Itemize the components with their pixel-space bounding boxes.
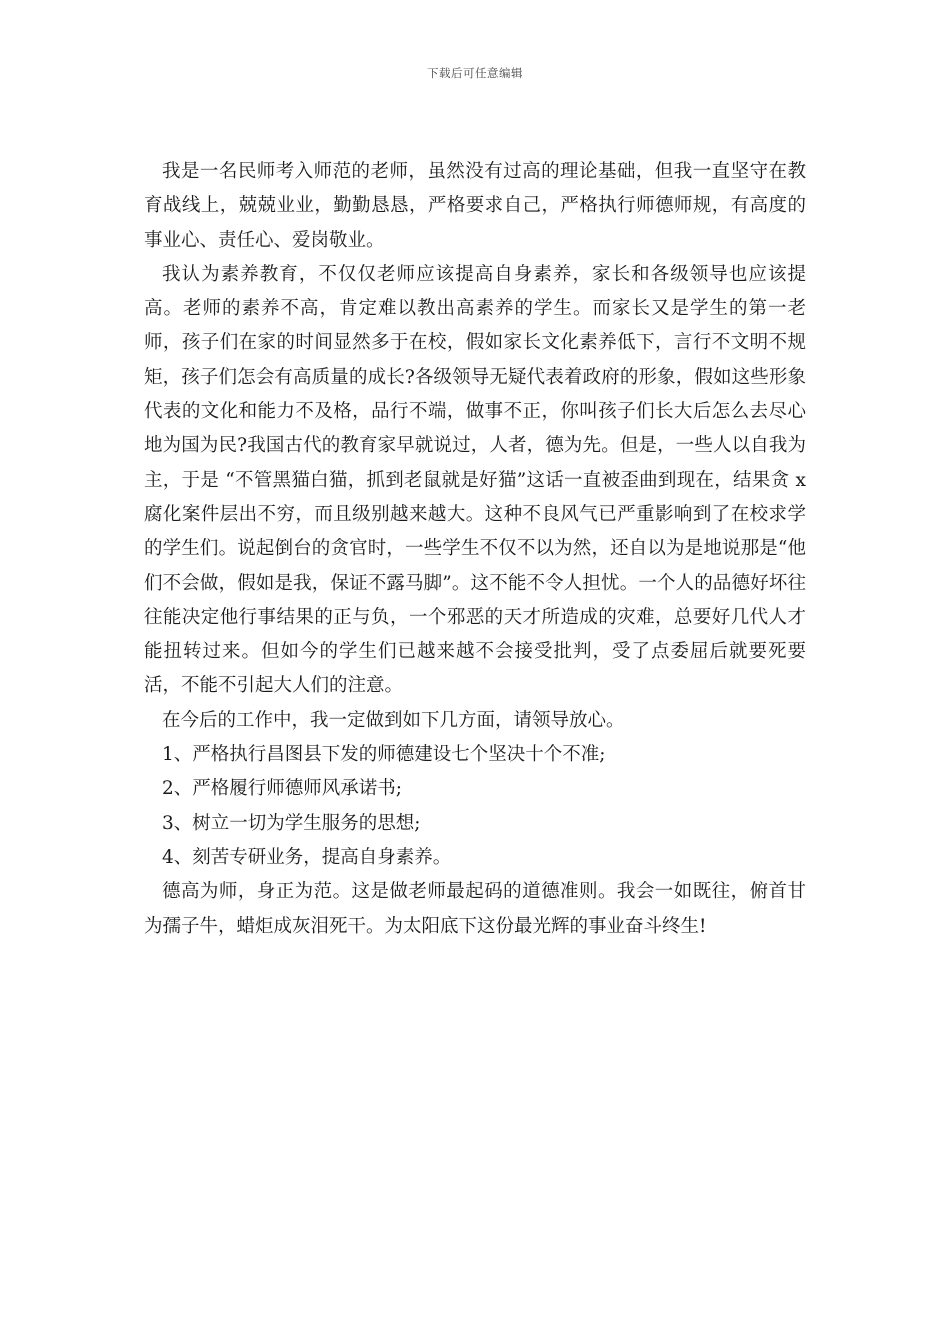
document-body bbox=[144, 155, 806, 944]
paragraph-quality-education: 我认为素养教育，不仅仅老师应该提高自身素养，家长和各级领导也应该提高。老师的素养不高，肯定难以教出高素养的学生。而家长又是学生的第一老师，孩子们在家的时间显然多于在校，假如家长文化素养低下，言行不文明不规矩，孩子们怎会有高质量的成长?各级领导无疑代表着政府的形象，假如这些形象代表的文化和能力不及格，品行不端，做事不正，你叫孩子们长大后怎么去尽心地为国为民?我国古代的教育家早就说过，人者，德为先。但是，一些人以自我为主，于是 “不管黑猫白猫，抓到老鼠就是好猫”这话一直被歪曲到现在，结果贪 x 腐化案件层出不穷，而且级别越来越大。这种不良风气已严重影响到了在校求学的学生们。说起倒台的贪官时，一些学生不仅不以为然，还自以为是地说那是“他们不会做，假如是我，保证不露马脚”。这不能不令人担忧。一个人的品德好坏往往能决定他行事结果的正与负，一个邪恶的天才所造成的灾难，总要好几代人才能扭转过来。但如今的学生们已越来越不会接受批判，受了点委屈后就要死要活，不能不引起大人们的注意。 bbox=[144, 263, 806, 697]
paragraph-closing: 德高为师，身正为范。这是做老师最起码的道德准则。我会一如既往，俯首甘为孺子牛，蜡炬成灰泪死干。为太阳底下这份最光辉的事业奋斗终生! bbox=[144, 881, 806, 937]
list-item: 3、树立一切为学生服务的思想; bbox=[162, 812, 421, 834]
list-item: 1、严格执行昌图县下发的师德建设七个坚决十个不准; bbox=[162, 744, 606, 766]
list-item: 4、刻苦专研业务，提高自身素养。 bbox=[162, 846, 452, 868]
list-item: 2、严格履行师德师风承诺书; bbox=[162, 778, 403, 800]
paragraph-commitment-intro: 在今后的工作中，我一定做到如下几方面，请领导放心。 bbox=[162, 709, 625, 731]
page-header: 下载后可任意编辑 bbox=[427, 66, 523, 80]
paragraph-intro: 我是一名民师考入师范的老师，虽然没有过高的理论基础，但我一直坚守在教育战线上，兢兢业业，勤勤恳恳，严格要求自己，严格执行师德师规，有高度的事业心、责任心、爱岗敬业。 bbox=[144, 161, 806, 251]
